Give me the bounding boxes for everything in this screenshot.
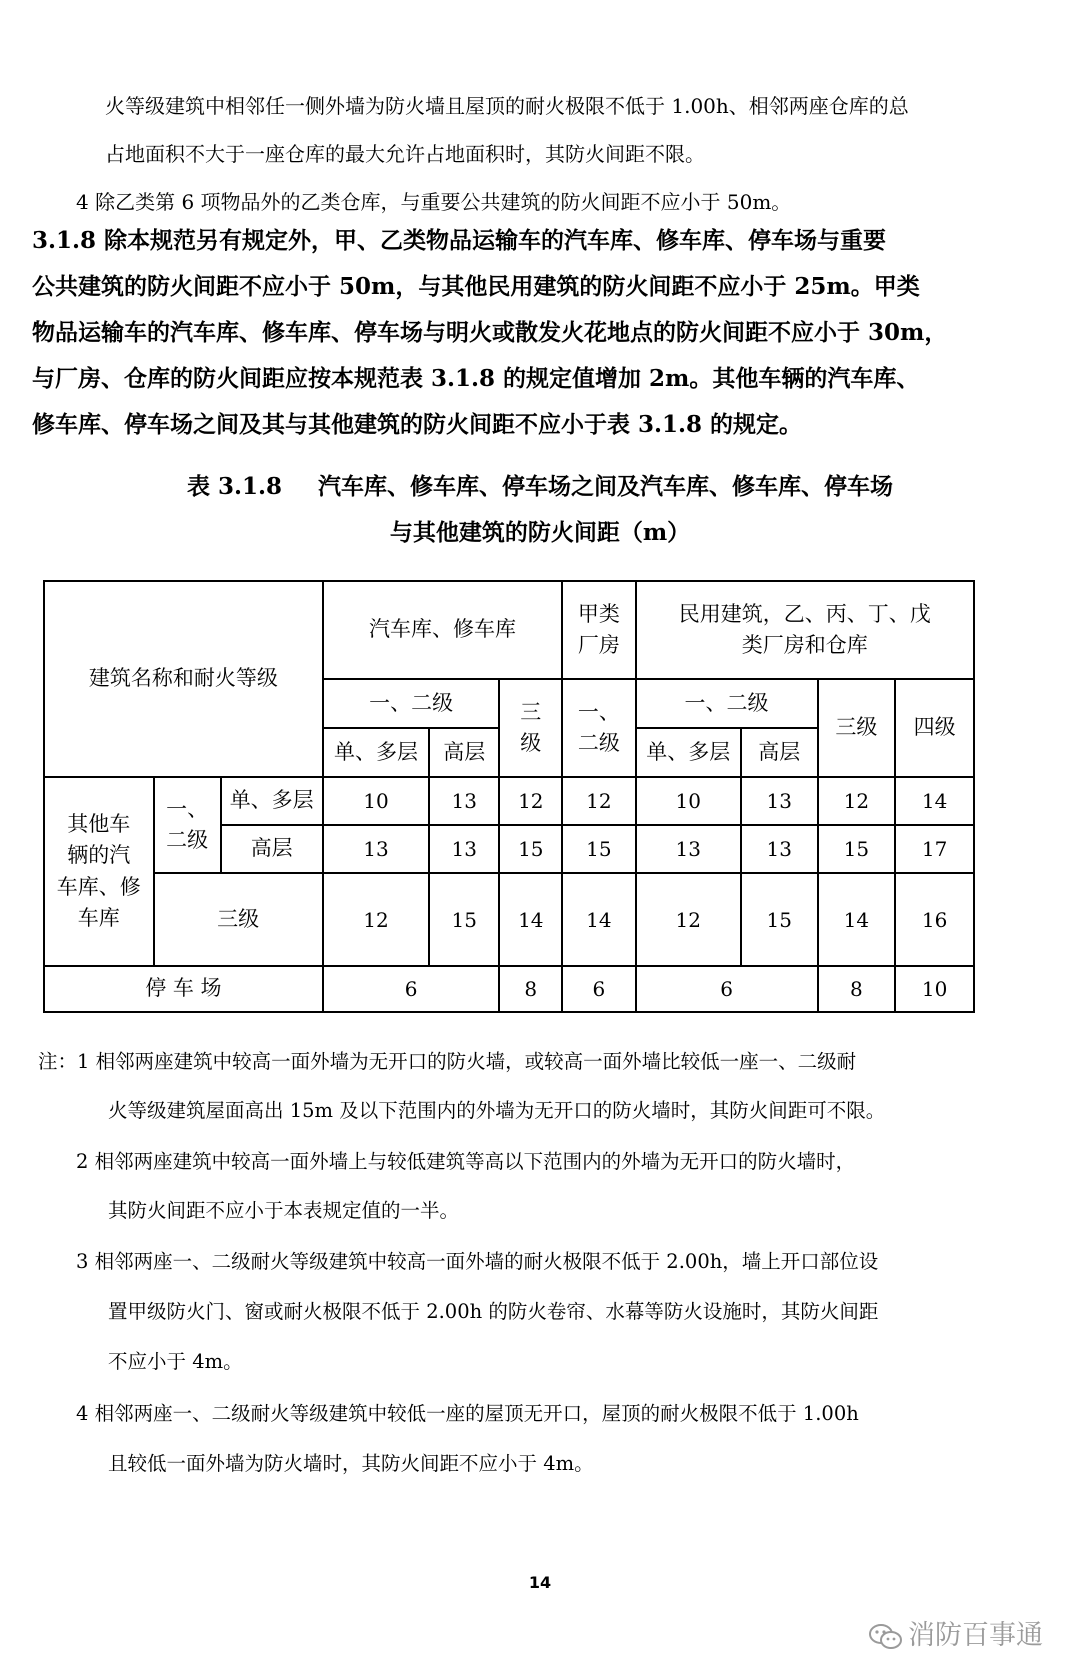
note-4-line-1: 4 相邻两座一、二级耐火等级建筑中较低一座的屋顶无开口，屋顶的耐火极限不低于 1.00h (76, 1402, 859, 1425)
table-cell: 15 (429, 873, 499, 966)
table-cell: 8 (499, 966, 562, 1012)
clause-line-2: 公共建筑的防火间距不应小于 50m，与其他民用建筑的防火间距不应小于 25m。甲类 (32, 273, 920, 300)
intro-line-2: 占地面积不大于一座仓库的最大允许占地面积时，其防火间距不限。 (105, 142, 705, 166)
note-3-line-2: 置甲级防火门、窗或耐火极限不低于 2.00h 的防火卷帘、水幕等防火设施时，其防火间距 (108, 1300, 879, 1323)
table-cell: 17 (895, 825, 974, 873)
intro-line-3: 4 除乙类第 6 项物品外的乙类仓库，与重要公共建筑的防火间距不应小于 50m。 (76, 190, 792, 214)
header-garage-grade-3-line1: 三 (520, 699, 542, 724)
header-civil-high-rise: 高层 (741, 728, 818, 777)
table-cell: 14 (562, 873, 635, 966)
note-3-line-1: 3 相邻两座一、二级耐火等级建筑中较高一面外墙的耐火极限不低于 2.00h，墙上开口部位设 (76, 1250, 879, 1273)
table-cell: 13 (741, 777, 818, 825)
table-cell: 15 (818, 825, 896, 873)
table-cell: 6 (323, 966, 500, 1012)
header-garage-low-rise: 单、多层 (323, 728, 429, 777)
clause-line-1: 3.1.8 除本规范另有规定外，甲、乙类物品运输车的汽车库、修车库、停车场与重要 (32, 227, 887, 254)
table-cell: 13 (741, 825, 818, 873)
header-class-a-line1: 甲类 (577, 601, 620, 626)
table-cell: 6 (636, 966, 818, 1012)
header-civil-line1: 民用建筑，乙、丙、丁、戊 (678, 601, 931, 626)
watermark-text: 消防百事通 (908, 1620, 1043, 1651)
wechat-icon (868, 1622, 904, 1652)
note-1-line-1: 注：1 相邻两座建筑中较高一面外墙为无开口的防火墙，或较高一面外墙比较低一座一、二级耐 (38, 1050, 857, 1073)
row-group-line: 辆的汽 (67, 843, 131, 867)
note-3-line-3: 不应小于 4m。 (108, 1350, 243, 1373)
fire-distance-table (43, 580, 975, 1013)
row-group-other-vehicles (44, 777, 154, 966)
note-1-line-2: 火等级建筑屋面高出 15m 及以下范围内的外墙为无开口的防火墙时，其防火间距可不限。 (108, 1099, 886, 1122)
watermark (868, 1613, 1043, 1652)
row-label-high-rise: 高层 (221, 825, 323, 873)
page-number: 14 (528, 1573, 552, 1592)
row-label-parking: 停 车 场 (44, 966, 323, 1012)
row-grade-12 (154, 777, 221, 873)
header-civil-grade-12: 一、二级 (636, 679, 818, 728)
table-number: 表 3.1.8 (186, 473, 283, 500)
row-grade-12-line2: 二级 (166, 828, 209, 852)
header-civil-low-rise: 单、多层 (636, 728, 741, 777)
table-cell: 10 (636, 777, 741, 825)
header-class-a-grade-12 (562, 679, 635, 777)
table-cell: 13 (323, 825, 429, 873)
table-corner-header: 建筑名称和耐火等级 (44, 581, 323, 777)
row-label-low-rise: 单、多层 (221, 777, 323, 825)
row-label-grade-3: 三级 (154, 873, 323, 966)
header-civil-grade-4: 四级 (895, 679, 974, 777)
header-civil-line2: 类厂房和仓库 (741, 633, 868, 657)
table-cell: 10 (895, 966, 974, 1012)
row-grade-12-line1: 一、 (166, 796, 209, 821)
table-cell: 12 (636, 873, 741, 966)
table-cell: 15 (562, 825, 635, 873)
intro-line-1: 火等级建筑中相邻任一侧外墙为防火墙且屋顶的耐火极限不低于 1.00h、相邻两座仓库的总 (105, 94, 909, 118)
table-cell: 13 (636, 825, 741, 873)
note-2-line-1: 2 相邻两座建筑中较高一面外墙上与较低建筑等高以下范围内的外墙为无开口的防火墙时， (76, 1150, 856, 1173)
table-cell: 14 (499, 873, 562, 966)
header-garage-grade-3-line2: 级 (520, 731, 542, 755)
row-group-line: 车库、修 (56, 874, 141, 899)
table-caption-line-2: 与其他建筑的防火间距（m） (389, 519, 691, 546)
table-row (44, 966, 974, 1012)
table-cell: 14 (895, 777, 974, 825)
header-class-a-plant (562, 581, 635, 679)
table-cell: 14 (818, 873, 896, 966)
table-cell: 12 (323, 873, 429, 966)
clause-line-5: 修车库、停车场之间及其与其他建筑的防火间距不应小于表 3.1.8 的规定。 (32, 411, 803, 438)
header-class-a-line2: 厂房 (577, 633, 620, 657)
note-2-line-2: 其防火间距不应小于本表规定值的一半。 (108, 1199, 460, 1222)
header-garage-grade-3 (499, 679, 562, 777)
table-row (44, 873, 974, 966)
header-garage: 汽车库、修车库 (323, 581, 562, 679)
table-cell: 8 (818, 966, 896, 1012)
table-cell: 15 (499, 825, 562, 873)
table-caption-line-1 (0, 468, 1080, 501)
header-class-a-grade-line2: 二级 (577, 731, 620, 755)
table-cell: 6 (562, 966, 635, 1012)
header-civil-buildings (636, 581, 974, 679)
table-cell: 13 (429, 777, 499, 825)
row-group-line: 其他车 (67, 811, 131, 836)
row-group-line: 车库 (77, 906, 120, 930)
header-class-a-grade-line1: 一、 (577, 699, 620, 724)
table-cell: 13 (429, 825, 499, 873)
clause-line-3: 物品运输车的汽车库、修车库、停车场与明火或散发火花地点的防火间距不应小于 30m， (32, 319, 948, 346)
table-cell: 12 (499, 777, 562, 825)
header-civil-grade-3: 三级 (818, 679, 896, 777)
clause-line-4: 与厂房、仓库的防火间距应按本规范表 3.1.8 的规定值增加 2m。其他车辆的汽车库、 (32, 365, 920, 392)
note-4-line-2: 且较低一面外墙为防火墙时，其防火间距不应小于 4m。 (108, 1452, 594, 1475)
table-cell: 15 (741, 873, 818, 966)
table-title-1: 汽车库、修车库、停车场之间及汽车库、修车库、停车场 (318, 473, 894, 500)
table-cell: 12 (562, 777, 635, 825)
header-garage-high-rise: 高层 (429, 728, 499, 777)
table-cell: 16 (895, 873, 974, 966)
table-cell: 12 (818, 777, 896, 825)
header-garage-grade-12: 一、二级 (323, 679, 500, 728)
table-row (44, 777, 974, 825)
table-cell: 10 (323, 777, 429, 825)
